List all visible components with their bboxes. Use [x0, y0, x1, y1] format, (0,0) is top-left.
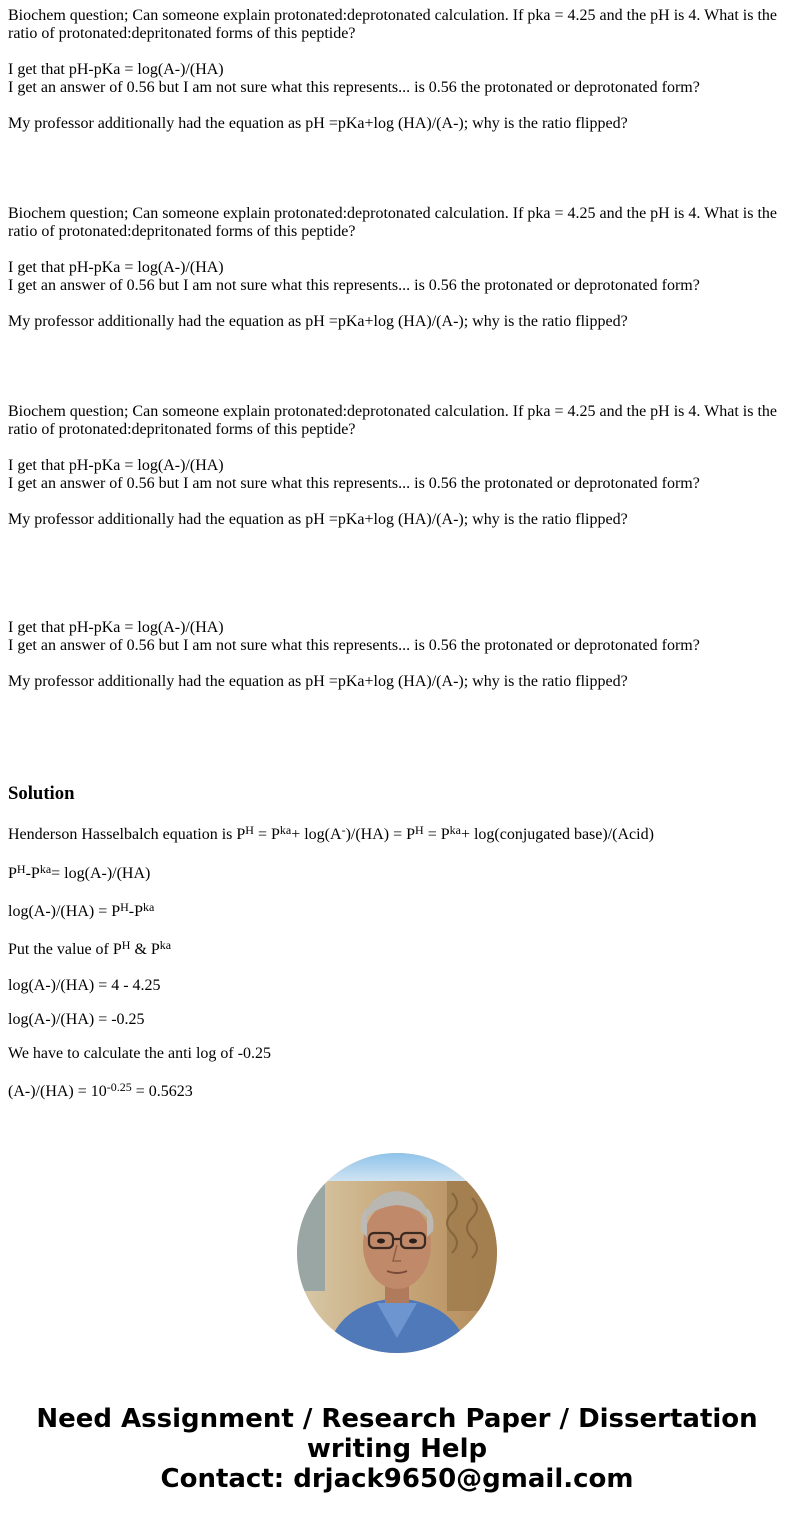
question-text: Biochem question; Can someone explain protonated:deprotonated calculation. If pka = 4.25 and the pH is 4. What is the ratio of protonated:depritonated forms of this peptide?	[8, 7, 777, 42]
superscript: ka	[279, 823, 292, 837]
superscript: H	[245, 823, 254, 837]
question-line: I get an answer of 0.56 but I am not sure what this represents... is 0.56 the protonated or deprotonated form?	[8, 277, 700, 294]
text: + log(A	[291, 826, 342, 843]
question-block	[8, 205, 786, 331]
text: -P	[25, 865, 40, 882]
superscript: H	[415, 823, 424, 837]
superscript: ka	[39, 862, 52, 876]
text: & P	[130, 941, 160, 958]
question-block	[8, 403, 786, 529]
avatar-portrait	[297, 1153, 497, 1353]
solution-line-6: log(A-)/(HA) = -0.25	[8, 1011, 145, 1028]
question-line: My professor additionally had the equation as pH =pKa+log (HA)/(A-); why is the ratio flipped?	[8, 115, 628, 132]
text: P	[8, 865, 17, 882]
footer-banner	[0, 1404, 794, 1494]
question-line: My professor additionally had the equation as pH =pKa+log (HA)/(A-); why is the ratio flipped?	[8, 313, 628, 330]
solution-heading: Solution	[8, 783, 75, 804]
superscript: -0.25	[106, 1080, 132, 1094]
footer-line: writing Help	[306, 1434, 488, 1464]
text: = 0.5623	[131, 1083, 193, 1100]
superscript: ka	[143, 900, 155, 914]
question-text: Biochem question; Can someone explain protonated:deprotonated calculation. If pka = 4.25 and the pH is 4. What is the ratio of protonated:depritonated forms of this peptide?	[8, 205, 777, 240]
text: = P	[423, 826, 450, 843]
text: Henderson Hasselbalch equation is P	[8, 826, 246, 843]
question-line: I get an answer of 0.56 but I am not sure what this represents... is 0.56 the protonated or deprotonated form?	[8, 475, 700, 492]
solution-line-7: We have to calculate the anti log of -0.25	[8, 1045, 272, 1062]
question-line: I get that pH-pKa = log(A-)/(HA)	[8, 259, 224, 276]
footer-contact: Contact: drjack9650@gmail.com	[160, 1464, 634, 1494]
solution-line-5: log(A-)/(HA) = 4 - 4.25	[8, 977, 161, 994]
question-area	[8, 7, 786, 691]
superscript: H	[121, 938, 131, 952]
question-line: I get an answer of 0.56 but I am not sure what this represents... is 0.56 the protonated or deprotonated form?	[8, 637, 700, 654]
question-text: Biochem question; Can someone explain protonated:deprotonated calculation. If pka = 4.25 and the pH is 4. What is the ratio of protonated:depritonated forms of this peptide?	[8, 403, 777, 438]
superscript: H	[16, 862, 26, 876]
question-line: I get that pH-pKa = log(A-)/(HA)	[8, 457, 224, 474]
superscript: -	[341, 823, 346, 837]
solution-line-hh	[8, 823, 786, 844]
question-block	[8, 7, 786, 133]
superscript: H	[120, 900, 129, 914]
text: log(A-)/(HA) = P	[8, 903, 121, 920]
superscript: ka	[449, 823, 461, 837]
question-block	[8, 619, 786, 691]
text: = P	[253, 826, 280, 843]
solution-line-4	[8, 938, 786, 959]
text: Put the value of P	[8, 941, 122, 958]
text: (A-)/(HA) = 10	[8, 1083, 107, 1100]
solution-line-2	[8, 862, 786, 883]
text: + log(conjugated base)/(Acid)	[460, 826, 654, 843]
question-line: I get that pH-pKa = log(A-)/(HA)	[8, 61, 224, 78]
superscript: ka	[159, 938, 172, 952]
question-line: I get that pH-pKa = log(A-)/(HA)	[8, 619, 224, 636]
text: -P	[128, 903, 144, 920]
text: )/(HA) = P	[345, 826, 416, 843]
solution-line-3	[8, 900, 786, 921]
avatar	[297, 1153, 497, 1353]
question-line: My professor additionally had the equation as pH =pKa+log (HA)/(A-); why is the ratio flipped?	[8, 511, 628, 528]
text: = log(A-)/(HA)	[51, 865, 151, 882]
question-line: I get an answer of 0.56 but I am not sure what this represents... is 0.56 the protonated or deprotonated form?	[8, 79, 700, 96]
solution-line-8	[8, 1080, 786, 1101]
footer-line: Need Assignment / Research Paper / Dissertation	[36, 1404, 758, 1434]
question-line: My professor additionally had the equation as pH =pKa+log (HA)/(A-); why is the ratio flipped?	[8, 673, 628, 690]
